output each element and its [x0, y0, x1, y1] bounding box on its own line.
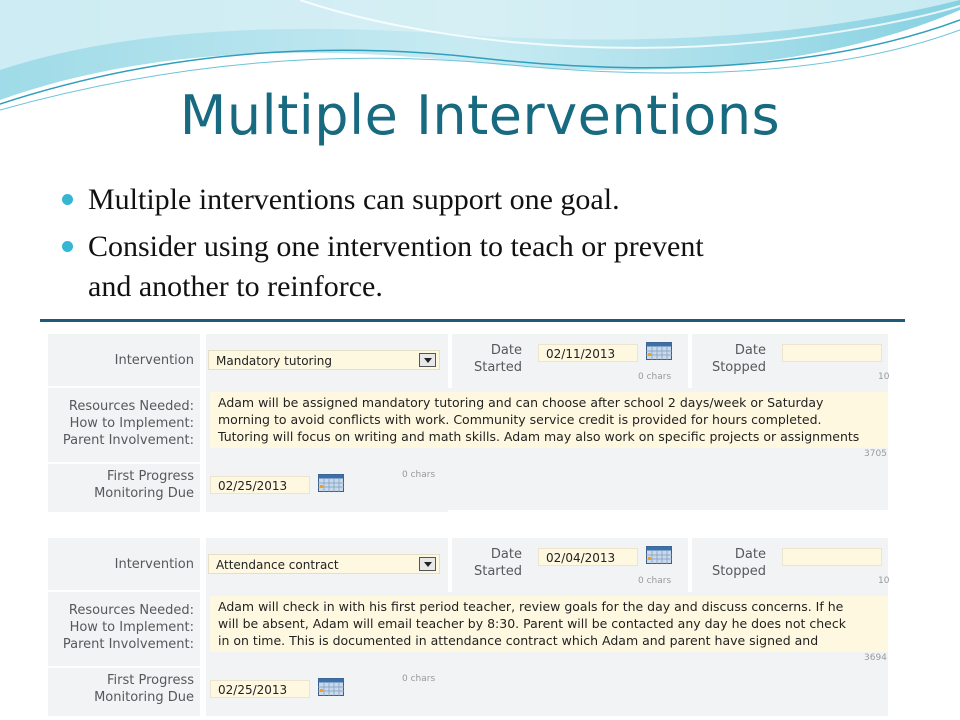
- date-stopped-field[interactable]: [782, 344, 882, 362]
- char-counter: 0 chars: [402, 470, 436, 480]
- resources-label: [48, 602, 194, 653]
- date-label-line: Date: [734, 547, 766, 562]
- row-divider: [48, 462, 200, 464]
- bullet-dot-icon: [62, 194, 73, 205]
- char-counter: 0 chars: [402, 674, 436, 684]
- date-stopped-field[interactable]: [782, 548, 882, 566]
- date-stopped-label: [698, 342, 766, 376]
- remaining-chars: 3694: [864, 653, 887, 663]
- first-progress-line: First Progress: [107, 469, 194, 484]
- column-divider: [688, 538, 692, 592]
- how-label-line: How to Implement:: [69, 620, 194, 635]
- column-divider: [200, 334, 206, 512]
- resources-label: [48, 398, 194, 449]
- intervention-label: Intervention: [114, 353, 194, 368]
- bullet-continuation: and another to reinforce.: [88, 270, 383, 303]
- intervention-select[interactable]: [208, 554, 440, 574]
- textarea-line: morning to avoid conflicts with work. Community service credit is provided for hours completed.: [218, 412, 822, 427]
- monitoring-due-line: Monitoring Due: [94, 486, 194, 501]
- first-progress-line: First Progress: [107, 673, 194, 688]
- bullet-item: Consider using one intervention to teach or prevent: [60, 227, 940, 267]
- stopped-label-line: Stopped: [711, 360, 766, 375]
- started-label-line: Started: [473, 360, 522, 375]
- char-counter: 10: [878, 372, 890, 382]
- row-divider: [48, 590, 200, 592]
- bullet-list: [60, 180, 940, 314]
- date-stopped-label: [698, 546, 766, 580]
- row-divider: [48, 666, 200, 668]
- textarea-line: Adam will check in with his first period teacher, review goals for the day and discuss concerns. If he: [218, 599, 844, 614]
- textarea-line: will be absent, Adam will email teacher by 8:30. Parent will be contacted any day he does not check: [218, 616, 846, 631]
- column-divider: [448, 538, 452, 592]
- first-progress-label: [48, 672, 194, 706]
- textarea-line: Tutoring will focus on writing and math skills. Adam may also work on specific projects or assignments: [218, 429, 860, 444]
- date-label-line: Date: [490, 547, 522, 562]
- resources-textarea[interactable]: [210, 392, 888, 448]
- date-started-label: [454, 342, 522, 376]
- char-counter: 0 chars: [638, 372, 672, 382]
- row-divider: [48, 386, 200, 388]
- divider-rule: [40, 319, 905, 322]
- calendar-icon[interactable]: [318, 474, 344, 492]
- date-started-field[interactable]: 02/04/2013: [538, 548, 638, 566]
- column-divider: [688, 334, 692, 388]
- calendar-icon[interactable]: [646, 546, 672, 564]
- char-counter: 0 chars: [638, 576, 672, 586]
- remaining-chars: 3705: [864, 449, 887, 459]
- textarea-line: Adam will be assigned mandatory tutoring and can choose after school 2 days/week or Saturday: [218, 395, 824, 410]
- parent-label-line: Parent Involvement:: [62, 433, 194, 448]
- started-label-line: Started: [473, 564, 522, 579]
- date-label-line: Date: [734, 343, 766, 358]
- parent-label-line: Parent Involvement:: [62, 637, 194, 652]
- intervention-select[interactable]: [208, 350, 440, 370]
- calendar-icon[interactable]: [318, 678, 344, 696]
- monitoring-due-line: Monitoring Due: [94, 690, 194, 705]
- intervention-form-1: [48, 334, 888, 512]
- textarea-line: in on time. This is documented in attendance contract which Adam and parent have signed and: [218, 633, 819, 648]
- date-started-label: [454, 546, 522, 580]
- how-label-line: How to Implement:: [69, 416, 194, 431]
- calendar-icon[interactable]: [646, 342, 672, 360]
- bullet-item: Multiple interventions can support one goal.: [60, 180, 940, 220]
- column-divider: [200, 538, 206, 716]
- bullet-dot-icon: [62, 241, 73, 252]
- chevron-down-icon[interactable]: [419, 353, 436, 367]
- char-counter: 10: [878, 576, 890, 586]
- stopped-label-line: Stopped: [711, 564, 766, 579]
- intervention-label: Intervention: [114, 557, 194, 572]
- resources-label-line: Resources Needed:: [68, 399, 194, 414]
- resources-textarea[interactable]: [210, 596, 888, 652]
- first-progress-date-field[interactable]: 02/25/2013: [210, 476, 310, 494]
- chevron-down-icon[interactable]: [419, 557, 436, 571]
- date-started-field[interactable]: 02/11/2013: [538, 344, 638, 362]
- resources-label-line: Resources Needed:: [68, 603, 194, 618]
- date-label-line: Date: [490, 343, 522, 358]
- first-progress-label: [48, 468, 194, 502]
- slide-title: Multiple Interventions: [179, 84, 781, 147]
- intervention-value: Attendance contract: [216, 558, 339, 572]
- first-progress-date-field[interactable]: 02/25/2013: [210, 680, 310, 698]
- intervention-form-2: [48, 538, 888, 716]
- column-divider: [448, 334, 452, 388]
- row-divider: [448, 510, 888, 512]
- intervention-value: Mandatory tutoring: [216, 354, 333, 368]
